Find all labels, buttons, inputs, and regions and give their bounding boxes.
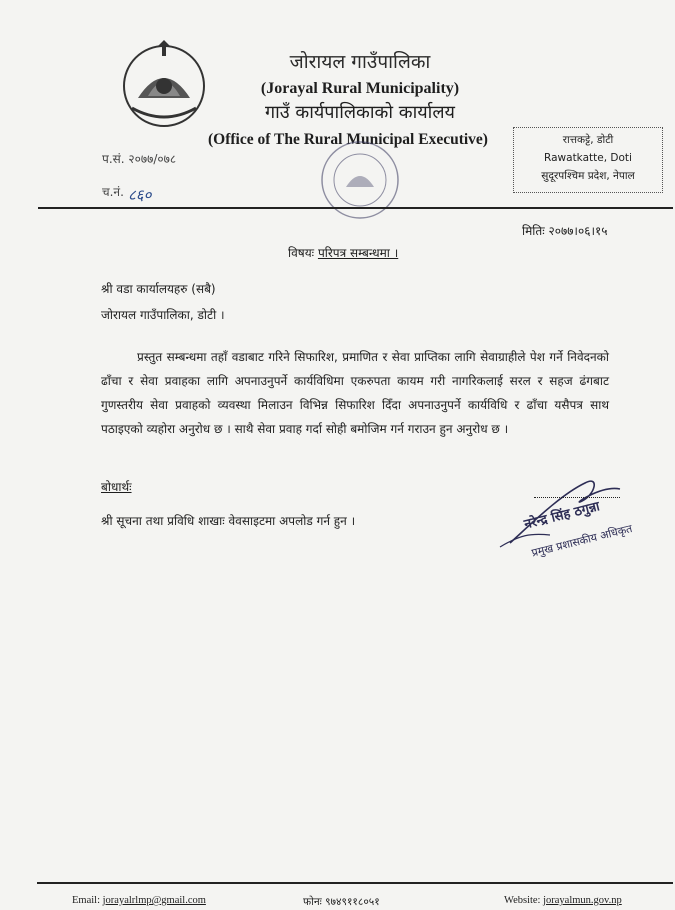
office-stamp-icon	[300, 135, 420, 230]
email-label: Email:	[72, 895, 100, 906]
letter-body: प्रस्तुत सम्बन्धमा तहाँ वडाबाट गरिने सिफारिश, प्रमाणित र सेवा प्राप्तिका लागि सेवाग्राहीले पेश गर्ने निवेदनको ढाँचा र सेवा प्रवाहका लागि अपनाउनुपर्ने कार्यविधिमा एकरुपता कायम गरी नागरिकलाई सरल र सहज ढंगबाट गुणस्तरीय सेवा प्रवाहको व्यवस्था मिलाउन विभिन्न सिफारिश दिँदा अपनाउनुपर्ने कार्यविधि र ढाँचा यसैपत्र साथ पठाइएको व्यहोरा अनुरोध छ । साथै सेवा प्रवाह गर्दा सोही बमोजिम गर्न गराउन हुन अनुरोध छ ।	[101, 350, 609, 436]
address-box	[513, 127, 663, 193]
address-line-2: Rawatkatte, Doti	[544, 152, 632, 164]
office-name-np: गाउँ कार्यपालिकाको कार्यालय	[265, 102, 455, 123]
website-link[interactable]: jorayalmun.gov.np	[543, 895, 622, 906]
subject-text: परिपत्र सम्बन्धमा ।	[317, 246, 399, 260]
signature-line	[534, 497, 620, 498]
footer-email	[72, 895, 206, 906]
dispatch-label: च.नं.	[102, 185, 124, 199]
email-link[interactable]: jorayalrlmp@gmail.com	[102, 895, 206, 906]
office-name-en: (Office of The Rural Municipal Executive)	[208, 131, 488, 148]
footer-website	[504, 895, 622, 906]
footer-divider	[37, 882, 673, 884]
dispatch-number: ८६०	[128, 186, 152, 204]
footer-phone: फोनः ९७४९११८०५१	[303, 896, 380, 908]
recipient-line-1: श्री वडा कार्यालयहरु (सबै)	[101, 282, 216, 296]
header-divider	[38, 207, 673, 209]
subject-label: विषयः	[288, 246, 315, 260]
address-line-3: सुदूरपश्चिम प्रदेश, नेपाल	[541, 170, 635, 182]
municipality-name-en: (Jorayal Rural Municipality)	[260, 80, 460, 97]
reference-number: प.सं. २०७७/०७८	[102, 152, 177, 166]
municipality-name-np: जोरायल गाउँपालिका	[289, 51, 431, 73]
recipient-line-2: जोरायल गाउँपालिका, डोटी ।	[101, 308, 225, 322]
signatory-name: नरेन्द्र सिंह ठगुन्ना	[522, 499, 602, 533]
letter-date: मितिः २०७७।०६।१५	[522, 224, 608, 238]
cc-label: बोधार्थः	[101, 480, 132, 494]
address-line-1: रात्तकट्टे, डोटी	[562, 134, 614, 146]
nepal-emblem-icon	[118, 38, 210, 130]
website-label: Website:	[504, 895, 541, 906]
signatory-title: प्रमुख प्रशासकीय अधिकृत	[530, 521, 634, 560]
cc-line: श्री सूचना तथा प्रविधि शाखाः वेवसाइटमा अपलोड गर्न हुन ।	[101, 514, 356, 528]
subject-line	[288, 244, 398, 261]
